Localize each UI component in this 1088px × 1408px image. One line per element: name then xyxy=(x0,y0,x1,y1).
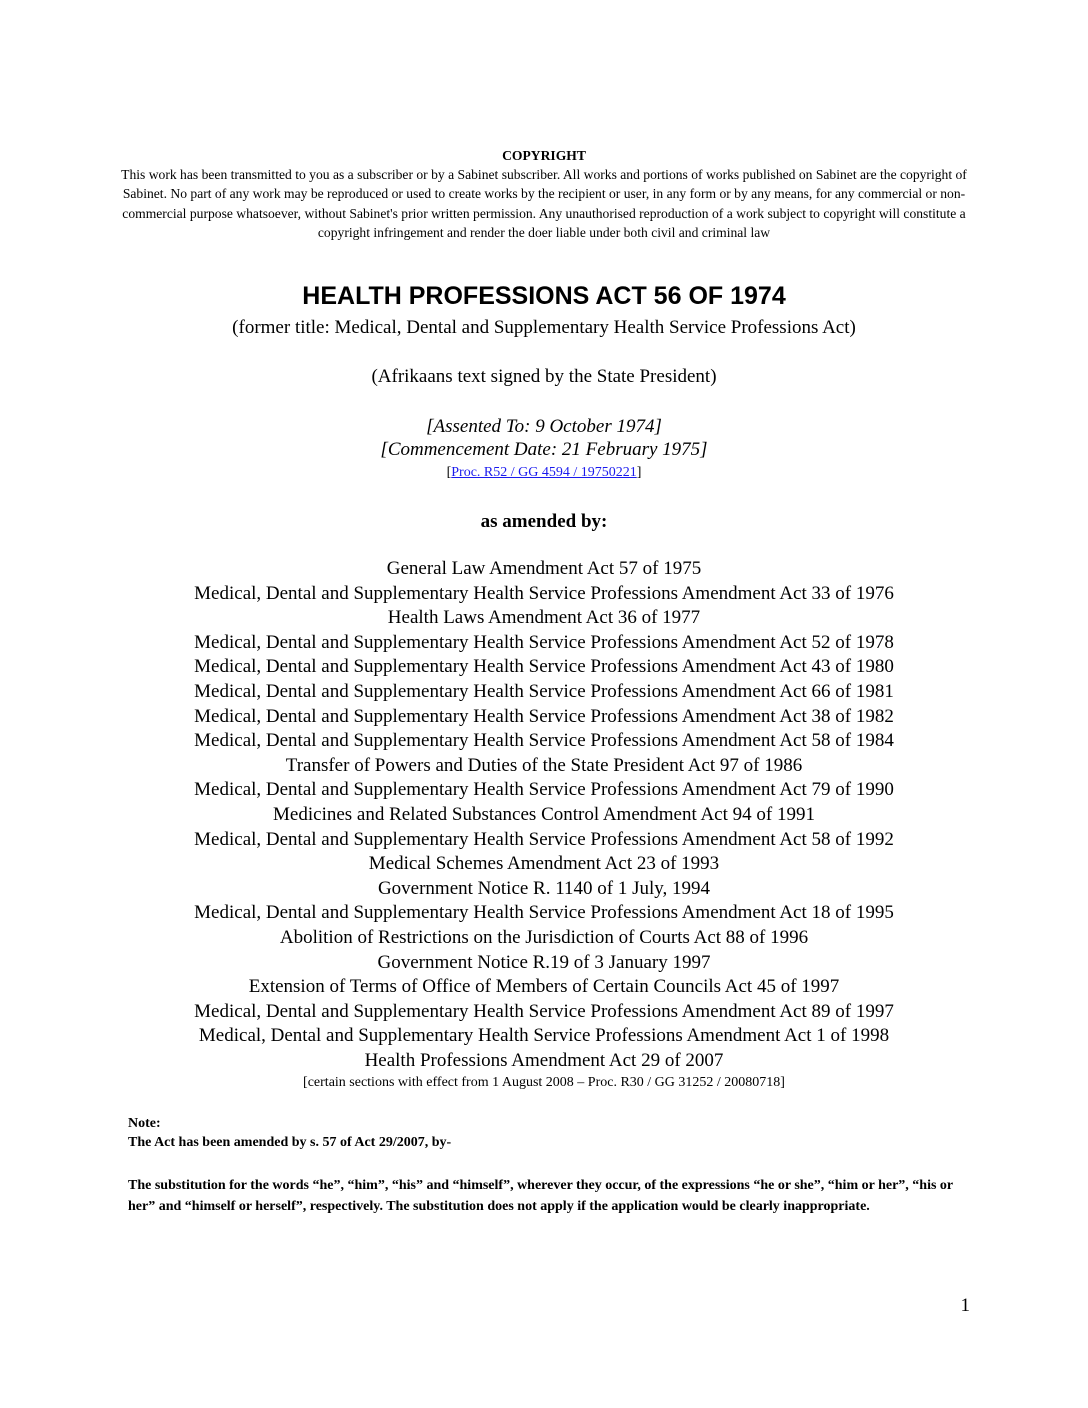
amendment-item: Medical Schemes Amendment Act 23 of 1993 xyxy=(368,853,720,875)
former-title: (former title: Medical, Dental and Supplementary Health Service Professions Act) xyxy=(232,317,856,338)
amendment-item: General Law Amendment Act 57 of 1975 xyxy=(386,558,702,579)
amendment-item: Health Laws Amendment Act 36 of 1977 xyxy=(387,607,701,629)
amendment-item: Medical, Dental and Supplementary Health Service Professions Amendment Act 58 of 1984 xyxy=(194,730,894,752)
amendment-item: Medical, Dental and Supplementary Health Service Professions Amendment Act 52 of 1978 xyxy=(194,631,894,653)
amendment-list xyxy=(0,557,1088,1073)
amended-by-heading: as amended by: xyxy=(480,511,608,532)
copyright-notice xyxy=(118,146,970,242)
assented-date: [Assented To: 9 October 1974] xyxy=(426,416,662,437)
amendment-item: Medical, Dental and Supplementary Health Service Professions Amendment Act 33 of 1976 xyxy=(194,582,894,604)
commencement-date: [Commencement Date: 21 February 1975] xyxy=(380,439,708,460)
amendment-item: Medical, Dental and Supplementary Health Service Professions Amendment Act 79 of 1990 xyxy=(194,779,894,801)
proclamation-link[interactable]: Proc. R52 / GG 4594 / 19750221 xyxy=(451,465,637,480)
proclamation-reference xyxy=(0,464,1088,482)
act-title: HEALTH PROFESSIONS ACT 56 OF 1974 xyxy=(302,282,786,310)
amendment-item: Medical, Dental and Supplementary Health Service Professions Amendment Act 38 of 1982 xyxy=(194,705,894,727)
note-label: Note: xyxy=(128,1116,161,1131)
amendment-item: Health Professions Amendment Act 29 of 2007 xyxy=(364,1049,724,1071)
amendment-item: Medical, Dental and Supplementary Health Service Professions Amendment Act 43 of 1980 xyxy=(194,656,894,678)
note-block xyxy=(128,1114,968,1152)
act-dates xyxy=(0,415,1088,461)
proc-bracket-open: [ xyxy=(446,465,452,480)
amendment-item: Extension of Terms of Office of Members of Certain Councils Act 45 of 1997 xyxy=(248,976,840,998)
amendment-item: Abolition of Restrictions on the Jurisdiction of Courts Act 88 of 1996 xyxy=(279,926,809,948)
amendment-item: Medical, Dental and Supplementary Health Service Professions Amendment Act 1 of 1998 xyxy=(198,1025,890,1047)
amendment-item: Medical, Dental and Supplementary Health Service Professions Amendment Act 18 of 1995 xyxy=(194,902,894,924)
amendment-item: Government Notice R. 1140 of 1 July, 1994 xyxy=(377,877,711,899)
page-number: 1 xyxy=(960,1295,970,1316)
amendment-item: Medical, Dental and Supplementary Health Service Professions Amendment Act 66 of 1981 xyxy=(194,680,894,702)
amendment-item: Medical, Dental and Supplementary Health Service Professions Amendment Act 58 of 1992 xyxy=(194,828,894,850)
amendment-item: Government Notice R.19 of 3 January 1997 xyxy=(377,951,711,973)
substitution-paragraph: The substitution for the words “he”, “him”, “his” and “himself”, wherever they occur, of the expressions “he or she”, “him or her”, “his or her” and “himself or herself”, respectively. The substitution does not apply if the application would be clearly inappropriate. xyxy=(128,1178,953,1214)
copyright-text: This work has been transmitted to you as a subscriber or by a Sabinet subscriber. All works and portions of works published on Sabinet are the copyright of Sabinet. No part of any work may be reproduced or used to create works by the recipient or user, in any form or by any means, for any commercial or non-commercial purpose whatsoever, without Sabinet's prior written permission. Any unauthorised reproduction of a work subject to copyright will constitute a copyright infringement and render the doer liable under both civil and criminal law xyxy=(121,167,967,240)
afrikaans-note: (Afrikaans text signed by the State President) xyxy=(371,366,717,387)
amendment-item: Medicines and Related Substances Control Amendment Act 94 of 1991 xyxy=(273,803,815,825)
amendment-item: Medical, Dental and Supplementary Health Service Professions Amendment Act 89 of 1997 xyxy=(194,1000,894,1022)
amendment-item: Transfer of Powers and Duties of the State President Act 97 of 1986 xyxy=(285,754,803,776)
note-amended-by: The Act has been amended by s. 57 of Act 29/2007, by- xyxy=(128,1135,452,1150)
proc-bracket-close: ] xyxy=(636,465,642,480)
effect-note: [certain sections with effect from 1 August 2008 – Proc. R30 / GG 31252 / 20080718] xyxy=(303,1075,785,1090)
copyright-heading: COPYRIGHT xyxy=(502,148,586,163)
